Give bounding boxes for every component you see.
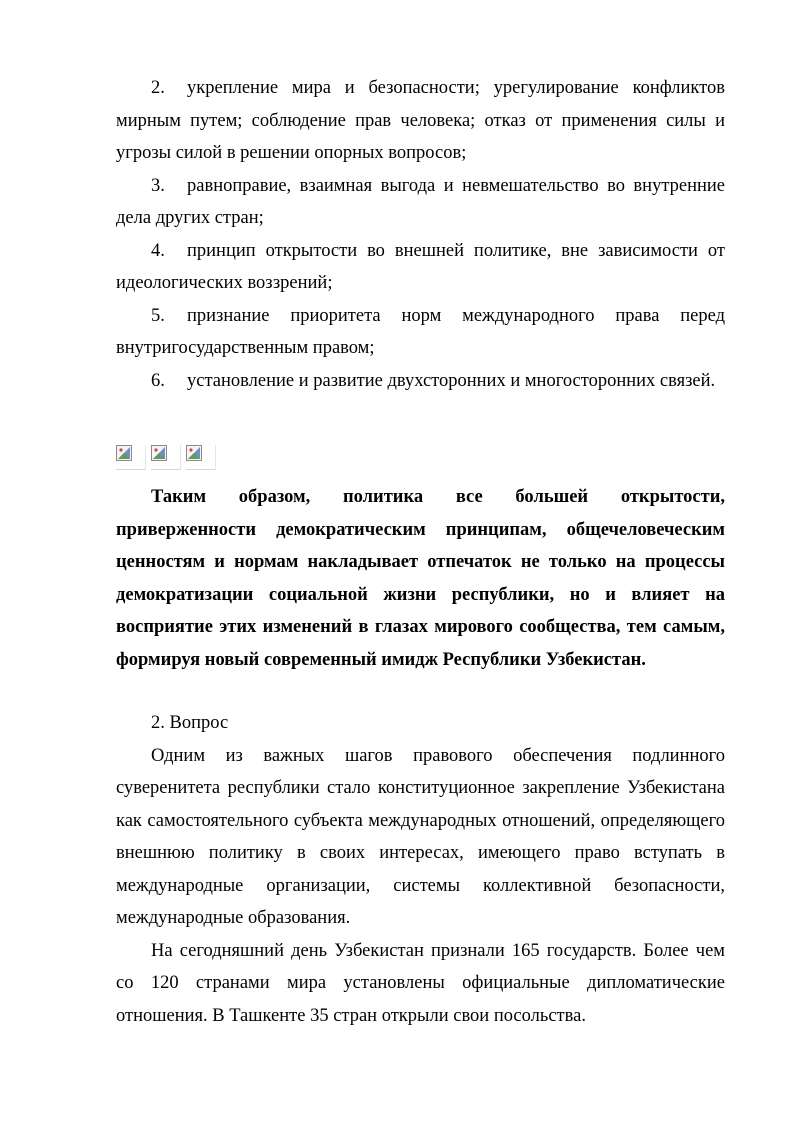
list-item: [116, 300, 725, 365]
list-item: [116, 365, 725, 398]
list-item: [116, 235, 725, 300]
body-paragraph: Одним из важных шагов правового обеспечения подлинного суверенитета республики стало конституционное закрепление Узбекистана как самостоятельного субъекта международных отношений, определяющего внешнюю политику в своих интересах, имеющего право вступать в международные организации, системы коллективной безопасности, международные образования.: [116, 745, 725, 928]
spacer: [116, 676, 725, 707]
list-item-text: укрепление мира и безопасности; урегулирование конфликтов мирным путем; соблюдение прав человека; отказ от применения силы и угрозы силой в решении опорных вопросов;: [116, 78, 725, 163]
section-heading: 2. Вопрос: [151, 713, 229, 733]
broken-image-icon: [116, 445, 134, 463]
list-item-text: установление и развитие двухсторонних и многосторонних связей.: [187, 370, 716, 391]
list-item-number: 4.: [151, 240, 165, 261]
list-item-text: равноправие, взаимная выгода и невмешательство во внутренние дела других стран;: [116, 175, 725, 228]
body-paragraph: На сегодняшний день Узбекистан признали 165 государств. Более чем со 120 странами мира установлены официальные дипломатические отношения. В Ташкенте 35 стран открыли свои посольства.: [116, 940, 725, 1026]
broken-image-icon: [186, 445, 216, 470]
broken-image-icon: [116, 445, 146, 470]
list-item-number: 3.: [151, 175, 165, 196]
document-page: [116, 72, 725, 1032]
list-item-text: принцип открытости во внешней политике, вне зависимости от идеологических воззрений;: [116, 240, 725, 293]
list-item-number: 5.: [151, 305, 165, 326]
conclusion-paragraph: Таким образом, политика все большей открытости, приверженности демократическим принципам, общечеловеческим ценностям и нормам накладывает отпечаток не только на процессы демократизации социальной жизни республики, но и влияет на восприятие этих изменений в глазах мирового сообщества, тем самым, формируя новый современный имидж Республики Узбекистан.: [116, 487, 725, 670]
list-item: [116, 72, 725, 170]
broken-image-row: [116, 437, 725, 477]
list-item-number: 2.: [151, 78, 165, 98]
broken-image-icon: [151, 445, 169, 463]
broken-image-icon: [186, 445, 204, 463]
list-item-text: признание приоритета норм международного права перед внутригосударственным правом;: [116, 305, 725, 358]
list-item: [116, 170, 725, 235]
broken-image-icon: [151, 445, 181, 470]
list-item-number: 6.: [151, 370, 165, 391]
